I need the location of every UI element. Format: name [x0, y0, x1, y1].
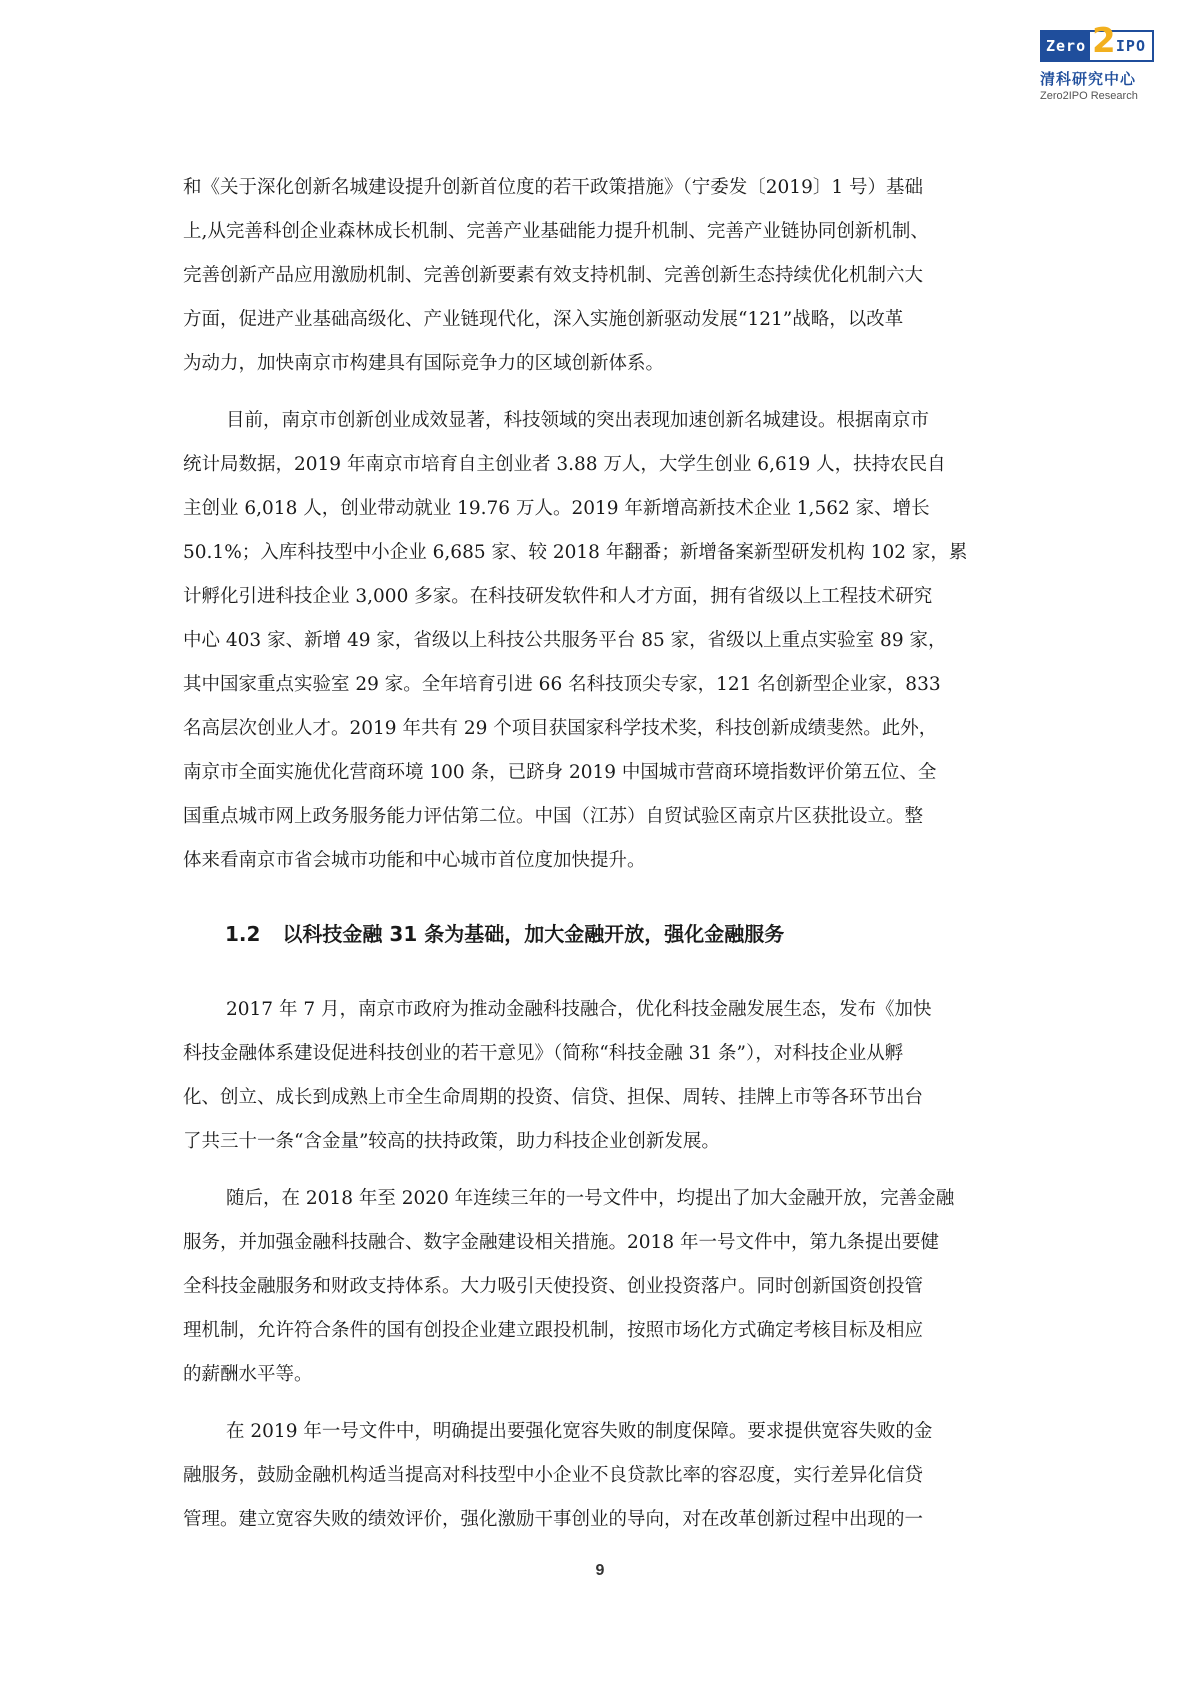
- paragraph-2: [183, 399, 1023, 883]
- text-line: 其中国家重点实验室 29 家。全年培育引进 66 名科技顶尖专家，121 名创新型企业家，833: [183, 674, 941, 695]
- text-line: 目前，南京市创新创业成效显著，科技领域的突出表现加速创新名城建设。根据南京市: [226, 410, 930, 431]
- section-number: 1.2: [225, 922, 261, 946]
- text-line: 方面，促进产业基础高级化、产业链现代化，深入实施创新驱动发展“121”战略，以改革: [183, 309, 904, 330]
- text-line: 主创业 6,018 人，创业带动就业 19.76 万人。2019 年新增高新技术企业 1,562 家、增长: [183, 498, 930, 519]
- text-line: 在 2019 年一号文件中，明确提出要强化宽容失败的制度保障。要求提供宽容失败的金: [226, 1421, 933, 1442]
- text-line: 名高层次创业人才。2019 年共有 29 个项目获国家科学技术奖，科技创新成绩斐然。此外，: [183, 718, 938, 739]
- logo-badge: [1040, 21, 1154, 62]
- text-line: 南京市全面实施优化营商环境 100 条，已跻身 2019 中国城市营商环境指数评价第五位、全: [183, 762, 937, 783]
- paragraph-1: [183, 166, 1023, 386]
- text-line: 服务，并加强金融科技融合、数字金融建设相关措施。2018 年一号文件中，第九条提出要健: [183, 1232, 939, 1253]
- text-line: 随后，在 2018 年至 2020 年连续三年的一号文件中，均提出了加大金融开放，完善金融: [226, 1188, 955, 1209]
- document-body: [183, 166, 1023, 896]
- text-line: 体来看南京市省会城市功能和中心城市首位度加快提升。: [183, 850, 646, 871]
- paragraph-4: [183, 1177, 1023, 1397]
- text-line: 国重点城市网上政务服务能力评估第二位。中国（江苏）自贸试验区南京片区获批设立。整: [183, 806, 924, 827]
- zero2ipo-logo: [1040, 21, 1160, 102]
- text-line: 上,从完善科创企业森林成长机制、完善产业基础能力提升机制、完善产业链协同创新机制、: [183, 221, 929, 242]
- text-line: 的薪酬水平等。: [183, 1364, 313, 1385]
- text-line: 全科技金融服务和财政支持体系。大力吸引天使投资、创业投资落户。同时创新国资创投管: [183, 1276, 924, 1297]
- text-line: 为动力，加快南京市构建具有国际竞争力的区域创新体系。: [183, 353, 665, 374]
- logo-name-en: Zero2IPO Research: [1040, 90, 1138, 102]
- section-title: 以科技金融 31 条为基础，加大金融开放，强化金融服务: [282, 922, 785, 946]
- text-line: 统计局数据，2019 年南京市培育自主创业者 3.88 万人，大学生创业 6,619 人，扶持农民自: [183, 454, 946, 475]
- text-line: 理机制，允许符合条件的国有创投企业建立跟投机制，按照市场化方式确定考核目标及相应: [183, 1320, 924, 1341]
- text-line: 完善创新产品应用激励机制、完善创新要素有效支持机制、完善创新生态持续优化机制六大: [183, 265, 924, 286]
- logo-zero-text: Zero: [1042, 32, 1090, 60]
- logo-name-cn: 清科研究中心: [1040, 70, 1137, 88]
- paragraph-5: [183, 1410, 1023, 1542]
- text-line: 化、创立、成长到成熟上市全生命周期的投资、信贷、担保、周转、挂牌上市等各环节出台: [183, 1087, 924, 1108]
- logo-ipo-text: IPO: [1115, 37, 1146, 55]
- page-number: 9: [595, 1562, 605, 1579]
- text-line: 2017 年 7 月，南京市政府为推动金融科技融合，优化科技金融发展生态，发布《加快: [226, 999, 932, 1020]
- text-line: 50.1%；入库科技型中小企业 6,685 家、较 2018 年翻番；新增备案新型研发机构 102 家，累: [183, 542, 968, 563]
- text-line: 了共三十一条“含金量”较高的扶持政策，助力科技企业创新发展。: [183, 1131, 720, 1152]
- text-line: 中心 403 家、新增 49 家，省级以上科技公共服务平台 85 家，省级以上重点实验室 89 家，: [183, 630, 947, 651]
- document-body-section-1-2: [183, 988, 1023, 1555]
- text-line: 计孵化引进科技企业 3,000 多家。在科技研发软件和人才方面，拥有省级以上工程技术研究: [183, 586, 933, 607]
- text-line: 和《关于深化创新名城建设提升创新首位度的若干政策措施》（宁委发〔2019〕1 号）基础: [183, 177, 923, 198]
- text-line: 管理。建立宽容失败的绩效评价，强化激励干事创业的导向，对在改革创新过程中出现的一: [183, 1509, 924, 1530]
- paragraph-3: [183, 988, 1023, 1164]
- text-line: 科技金融体系建设促进科技创业的若干意见》（简称“科技金融 31 条”），对科技企业从孵: [183, 1043, 904, 1064]
- section-heading: [225, 918, 784, 947]
- logo-two-glyph: 2: [1092, 21, 1116, 61]
- text-line: 融服务，鼓励金融机构适当提高对科技型中小企业不良贷款比率的容忍度，实行差异化信贷: [183, 1465, 924, 1486]
